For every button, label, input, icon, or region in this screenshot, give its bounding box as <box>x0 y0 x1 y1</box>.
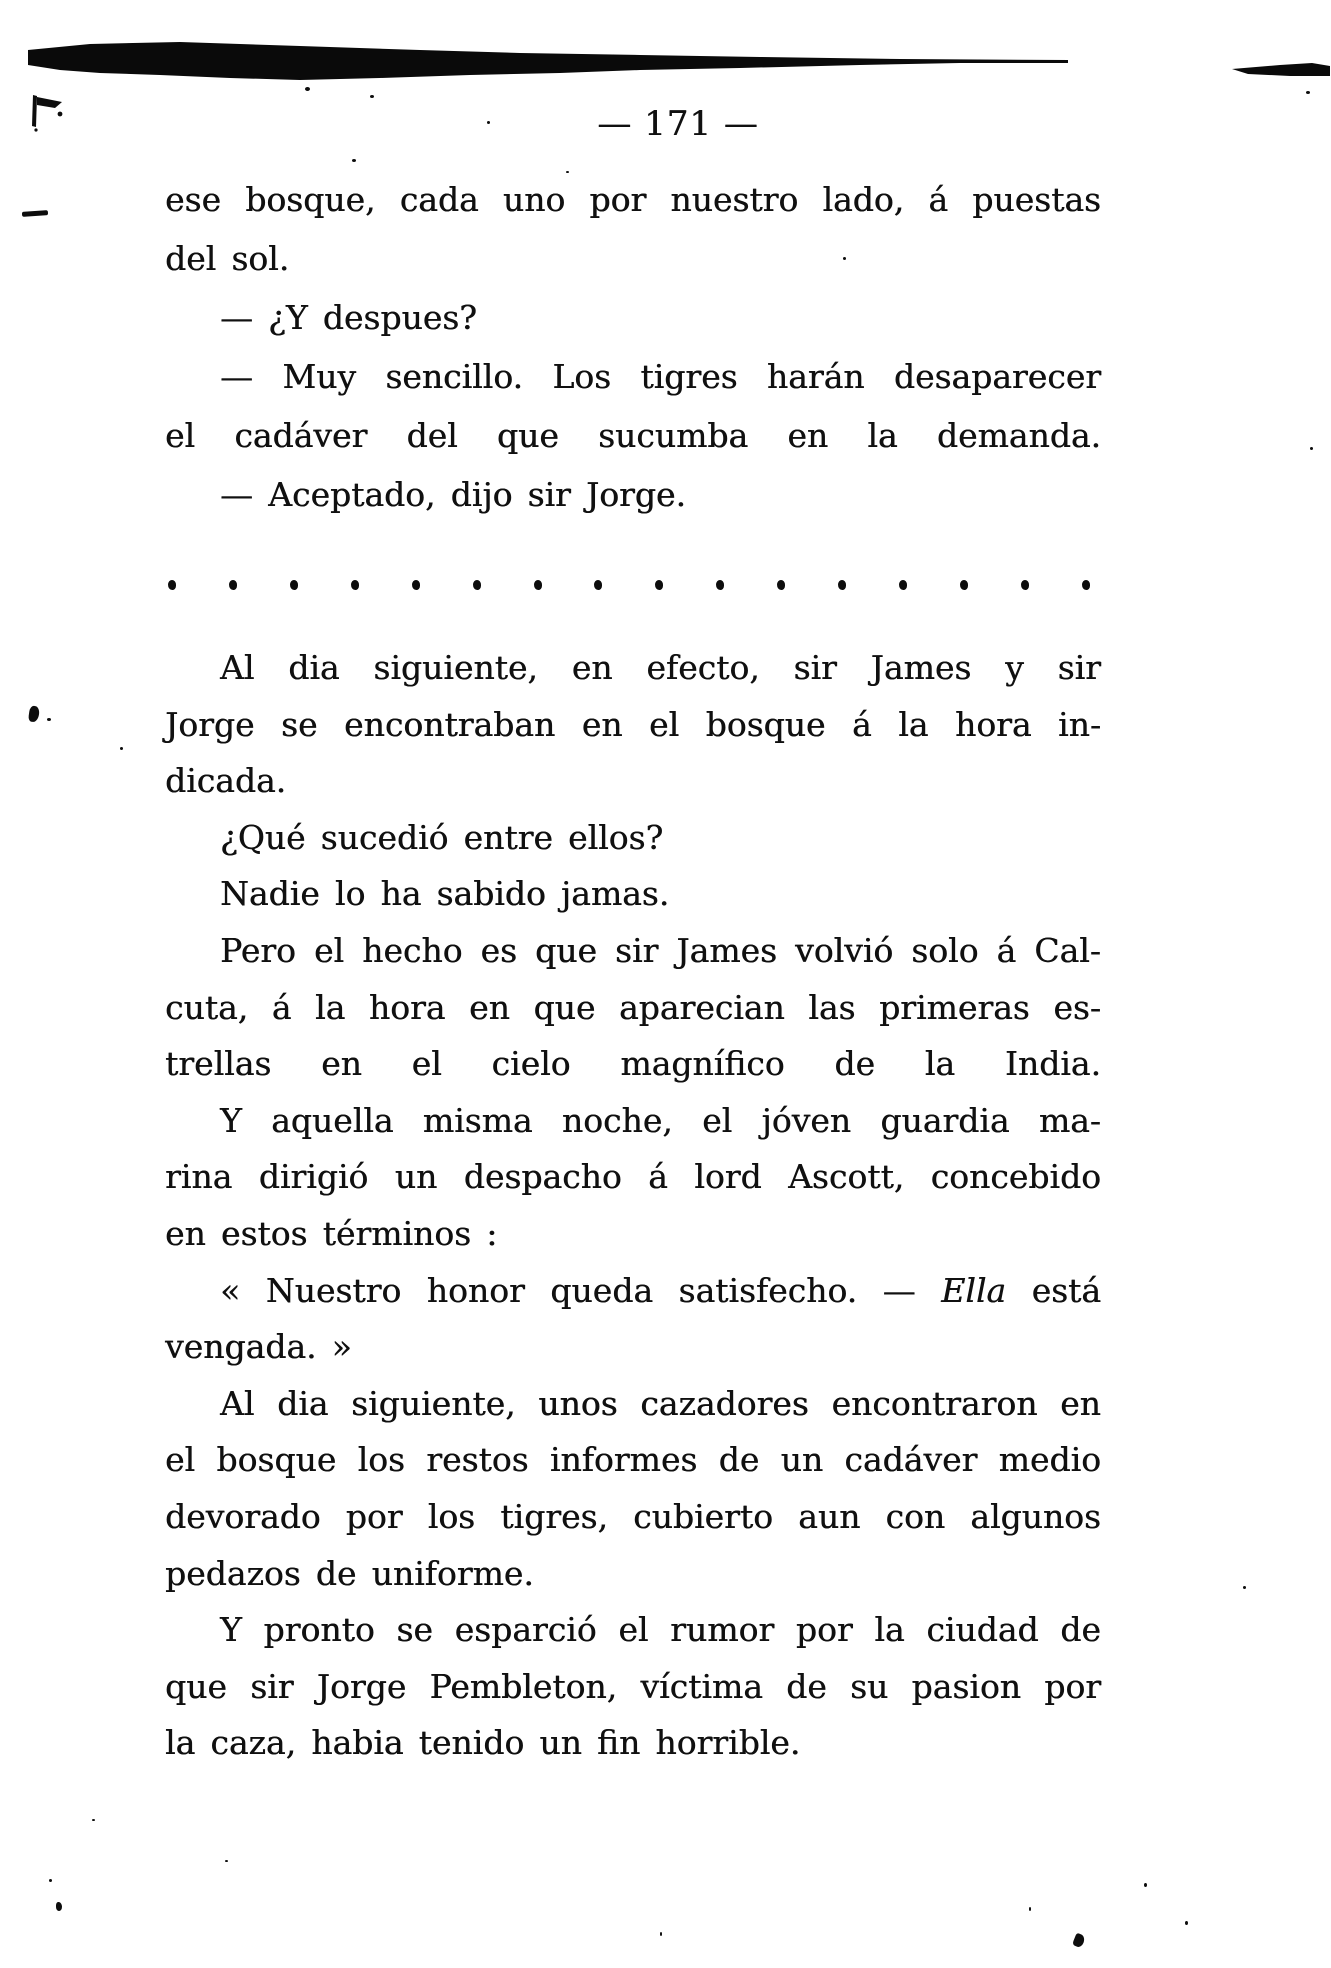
ink-speck <box>1185 1921 1188 1925</box>
separator-dot <box>777 580 785 590</box>
ink-speck <box>1144 1883 1147 1887</box>
separator-dot <box>655 580 663 590</box>
text-line: ese bosque, cada uno por nuestro lado, á puestas <box>165 180 1101 219</box>
separator-dot <box>960 580 968 590</box>
text-line: la caza, habia tenido un fin horrible. <box>165 1723 801 1763</box>
ink-speck <box>1310 447 1313 450</box>
separator-dot <box>594 580 602 590</box>
separator-dot <box>716 580 724 590</box>
text-line: que sir Jorge Pembleton, víctima de su pasion por <box>165 1666 1101 1706</box>
ink-speck <box>56 1902 62 1911</box>
text-line: — Muy sencillo. Los tigres harán desaparecer <box>220 357 1101 396</box>
text-line: del sol. <box>165 239 290 278</box>
ink-speck <box>1029 1907 1031 1911</box>
ink-speck <box>660 1932 662 1936</box>
ink-speck <box>1306 91 1310 94</box>
separator-dot <box>899 580 907 590</box>
text-line: « Nuestro honor queda satisfecho. — Ella está <box>220 1270 1101 1310</box>
separator-dot <box>351 580 359 590</box>
margin-flag-icon <box>32 95 62 132</box>
ink-speck <box>1243 1586 1246 1589</box>
ink-speck <box>225 1860 228 1862</box>
ink-speck <box>47 718 51 721</box>
ink-speck <box>305 87 310 91</box>
text-line: Y aquella misma noche, el jóven guardia ma- <box>220 1100 1101 1140</box>
text-line: el cadáver del que sucumba en la demanda. <box>165 416 1101 455</box>
text-line: pedazos de uniforme. <box>165 1553 534 1593</box>
text-line: trellas en el cielo magnífico de la India. <box>165 1044 1101 1084</box>
text-block-1 <box>165 170 1101 524</box>
text-line: Jorge se encontraban en el bosque á la hora in- <box>165 704 1101 744</box>
text-line: cuta, á la hora en que aparecian las primeras es- <box>165 987 1101 1027</box>
text-line: ¿Qué sucedió entre ellos? <box>220 817 664 857</box>
separator-dot <box>412 580 420 590</box>
text-line: devorado por los tigres, cubierto aun con algunos <box>165 1496 1101 1536</box>
separator-dot <box>838 580 846 590</box>
text-line: Al dia siguiente, en efecto, sir James y sir <box>220 648 1101 687</box>
ink-blob <box>1072 1933 1086 1949</box>
text-block-2 <box>165 640 1101 1772</box>
text-line: en estos términos : <box>165 1213 498 1253</box>
separator-dot <box>1021 580 1029 590</box>
text-line: vengada. » <box>165 1327 352 1367</box>
margin-dash-mark <box>22 210 48 217</box>
ink-speck <box>370 95 374 98</box>
text-line: rina dirigió un despacho á lord Ascott, concebido <box>165 1157 1101 1197</box>
ink-speck <box>120 747 123 750</box>
section-break-dots <box>168 578 1090 592</box>
text-line: — ¿Y despues? <box>220 298 477 337</box>
top-right-ink-bar-icon <box>1232 63 1330 76</box>
ink-speck <box>487 121 490 124</box>
text-line: Al dia siguiente, unos cazadores encontraron en <box>220 1383 1101 1423</box>
text-line: dicada. <box>165 761 287 801</box>
ink-speck <box>92 1819 95 1821</box>
top-edge-ink-bar-icon <box>28 42 1068 80</box>
separator-dot <box>168 580 176 590</box>
separator-dot <box>229 580 237 590</box>
text-line: Y pronto se esparció el rumor por la ciudad de <box>220 1610 1101 1650</box>
separator-dot <box>290 580 298 590</box>
separator-dot <box>1082 580 1090 590</box>
separator-dot <box>473 580 481 590</box>
page-number: — 171 — <box>597 104 759 144</box>
text-line: — Aceptado, dijo sir Jorge. <box>220 475 686 514</box>
text-line: el bosque los restos informes de un cadáver medio <box>165 1440 1101 1480</box>
ink-blob <box>28 705 40 722</box>
ink-speck <box>352 159 356 162</box>
text-line: Pero el hecho es que sir James volvió solo á Cal- <box>220 930 1101 970</box>
text-line: Nadie lo ha sabido jamas. <box>220 874 670 914</box>
separator-dot <box>534 580 542 590</box>
ink-speck <box>49 1879 52 1882</box>
